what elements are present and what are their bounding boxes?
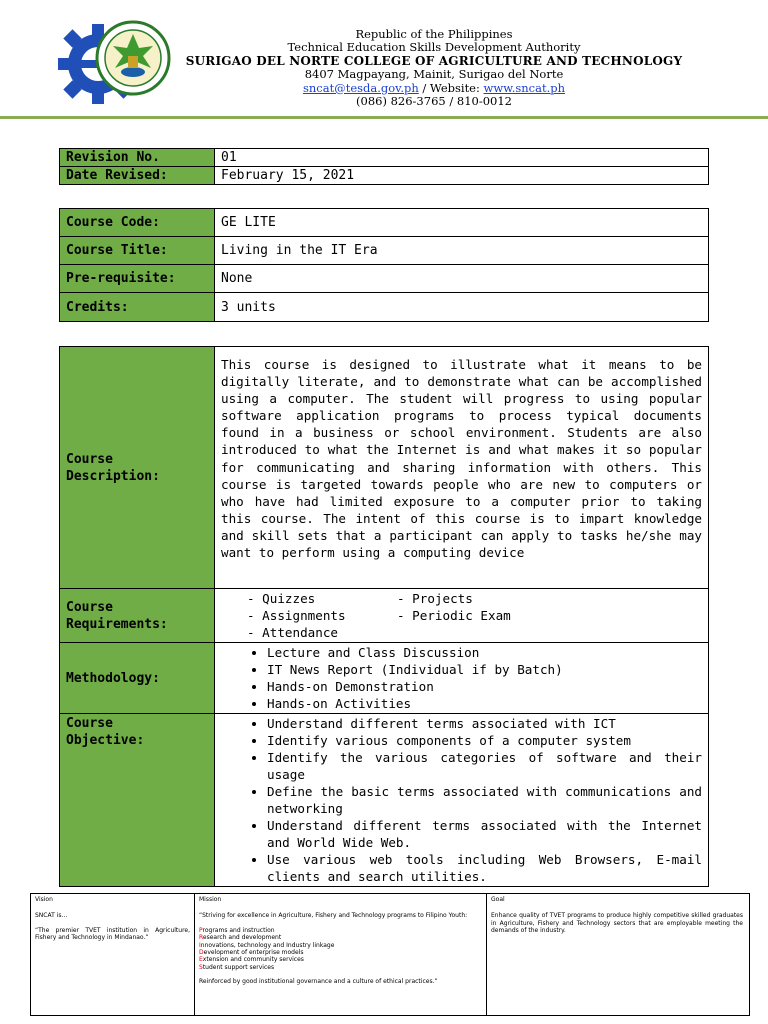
date-revised-value: February 15, 2021 [215, 167, 709, 185]
requirements-cell [215, 589, 709, 643]
credits-value: 3 units [215, 293, 709, 322]
description-label: Course Description: [60, 347, 215, 589]
methodology-item: • Hands-on Activities [267, 695, 702, 712]
objective-list [221, 715, 702, 885]
vision-statement: “The premier TVET institution in Agriculture, Fishery and Technology in Mindanao.” [35, 926, 190, 942]
description-row [60, 347, 709, 589]
mission-item: Programs and instruction [199, 926, 275, 934]
objective-item: • Define the basic terms associated with communications and networking [267, 783, 702, 817]
requirements-list [221, 590, 702, 641]
letterhead [0, 0, 768, 112]
mission-item: Innovations, technology and Industry linkage [199, 941, 335, 949]
objective-item: • Identify various components of a computer system [267, 732, 702, 749]
vision-column [31, 894, 195, 1015]
website-separator: / Website: [418, 80, 484, 95]
vision-heading: Vision [35, 896, 53, 903]
college-name: SURIGAO DEL NORTE COLLEGE OF AGRICULTURE AND TECHNOLOGY [185, 53, 683, 68]
contact-line [150, 82, 718, 95]
objective-item: • Use various web tools including Web Browsers, E-mail clients and search utilities. [267, 851, 702, 885]
mission-closing: Reinforced by good institutional governance and a culture of ethical practices.” [199, 978, 438, 986]
mission-item: Research and development [199, 934, 282, 942]
objective-label: Course Objective: [60, 714, 215, 887]
requirements-label: Course Requirements: [60, 589, 215, 643]
header-divider [0, 116, 768, 119]
goal-statement: Enhance quality of TVET programs to produce highly competitive skilled graduates in Agriculture, Fishery and Technology sectors that are employable meeting the demands of the industry. [491, 912, 743, 935]
objective-cell [215, 714, 709, 887]
mission-item: Student support services [199, 963, 275, 971]
mission-column [195, 894, 487, 1015]
requirement-item: - Quizzes [247, 591, 316, 606]
course-title-value: Living in the IT Era [215, 237, 709, 265]
address-line: 8407 Magpayang, Mainit, Surigao del Norte [304, 67, 564, 82]
requirement-item [397, 624, 587, 641]
mission-item: Extension and community services [199, 956, 304, 964]
objective-row [60, 714, 709, 887]
methodology-row [60, 643, 709, 714]
mission-intro: “Striving for excellence in Agriculture, Fishery and Technology programs to Filipino Youth: [199, 912, 468, 920]
date-revised-label: Date Revised: [60, 167, 215, 185]
revision-value: 01 [215, 149, 709, 167]
revision-label: Revision No. [60, 149, 215, 167]
requirements-row [60, 589, 709, 643]
credits-label: Credits: [60, 293, 215, 322]
requirement-item: - Assignments [247, 608, 346, 623]
course-code-value: GE LITE [215, 209, 709, 237]
course-code-label: Course Code: [60, 209, 215, 237]
course-title-label: Course Title: [60, 237, 215, 265]
email-link[interactable]: sncat@tesda.gov.ph [302, 80, 419, 95]
website-link[interactable]: www.sncat.ph [483, 80, 566, 95]
goal-column [487, 894, 747, 1015]
methodology-item: • Lecture and Class Discussion [267, 644, 702, 661]
objective-item: • Identify the various categories of software and their usage [267, 749, 702, 783]
methodology-item: • IT News Report (Individual if by Batch) [267, 661, 702, 678]
mission-item: Development of enterprise models [199, 949, 304, 957]
vision-intro: SNCAT is… [35, 912, 68, 920]
methodology-cell [215, 643, 709, 714]
authority-line: Technical Education Skills Development Authority [287, 40, 581, 55]
prerequisite-label: Pre-requisite: [60, 265, 215, 293]
course-info-table [59, 208, 709, 322]
revision-table [59, 148, 709, 185]
objective-item: • Understand different terms associated with the Internet and World Wide Web. [267, 817, 702, 851]
requirement-item: - Attendance [247, 625, 338, 640]
requirement-item: - Projects [397, 591, 473, 606]
methodology-list [221, 644, 702, 712]
objective-item: • Understand different terms associated with ICT [267, 715, 702, 732]
prerequisite-value: None [215, 265, 709, 293]
goal-heading: Goal [491, 896, 505, 903]
description-text: This course is designed to illustrate what it means to be digitally literate, and to demonstrate what can be accomplished using a computer. The student will progress to using popular software application programs to process typical documents found in a business or school environment. Students are also introduced to what the Internet is and what makes it so popular for communicating and sharing information with others. This course is targeted towards people who are new to computers or who have had limited exposure to a computer prior to taking this course. The intent of this course is to impart knowledge and skill sets that a participant can apply to tasks he/she may want to perform using a computing device [215, 347, 709, 589]
methodology-item: • Hands-on Demonstration [267, 678, 702, 695]
methodology-label: Methodology: [60, 643, 215, 714]
vision-mission-goal-footer [30, 893, 750, 1016]
requirement-item: - Periodic Exam [397, 608, 511, 623]
phone-line: (086) 826-3765 / 810-0012 [356, 94, 512, 109]
republic-line: Republic of the Philippines [355, 27, 513, 41]
mission-heading: Mission [199, 896, 222, 903]
letterhead-text [150, 28, 718, 108]
course-details-table [59, 346, 709, 887]
